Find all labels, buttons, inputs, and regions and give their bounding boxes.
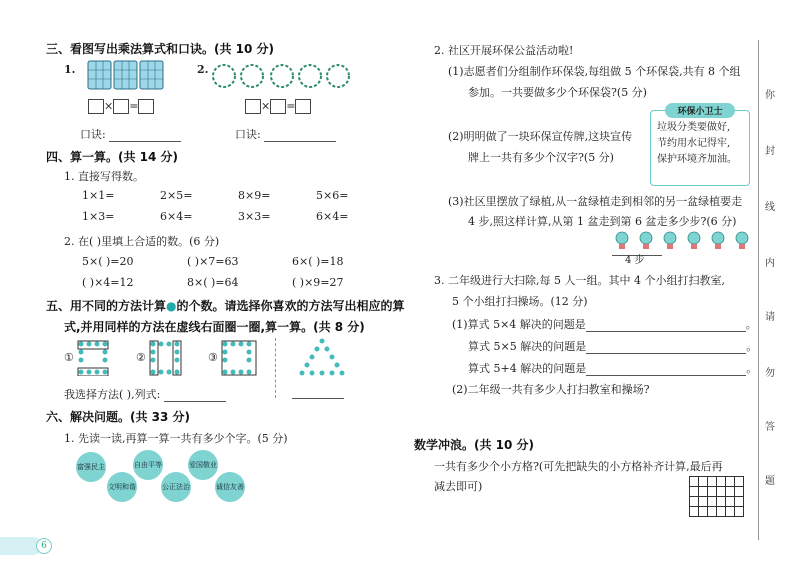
- answer-line[interactable]: [586, 331, 746, 332]
- eco-sign-title: 环保小卫士: [665, 103, 735, 118]
- r-q3-1-c: 算式 5+4 解决的问题是 。: [468, 362, 758, 375]
- dot-square-icon: [221, 340, 261, 376]
- answer-line[interactable]: [586, 353, 746, 354]
- eco-sign-line: 节约用水记得牢,: [657, 138, 731, 149]
- binding-char: 线: [765, 202, 775, 213]
- flower-ring-images: [210, 62, 352, 93]
- value-bubble: 爱国敬业: [188, 450, 218, 480]
- step-label: 4 步: [625, 255, 645, 266]
- koujue-1: 口诀:: [80, 126, 181, 142]
- value-bubble: 自由平等: [133, 450, 163, 480]
- value-bubble: 富强民主: [76, 452, 106, 482]
- r-q2-1-line1: (1)志愿者们分组制作环保袋,每组做 5 个环保袋,共有 8 个组: [448, 65, 741, 78]
- r-q3-1-a: (1)算式 5×4 解决的问题是 。: [452, 318, 757, 331]
- binding-char: 封: [765, 146, 775, 157]
- section-5-title-line-2: 式,并用同样的方法在虚线右面圈一圈,算一算。(共 8 分): [64, 320, 365, 334]
- eco-sign-line: 垃圾分类要做好,: [657, 122, 731, 133]
- eco-sign-line: 保护环境齐加油。: [657, 154, 737, 165]
- equation-answer-line[interactable]: [164, 401, 226, 402]
- method-3: ③: [208, 340, 261, 376]
- dot-icon: ●: [166, 299, 177, 313]
- calendar-grid-images: [87, 60, 165, 93]
- dot-square-icon: [149, 340, 185, 376]
- value-bubble: 公正法治: [161, 472, 191, 502]
- dot-triangle: [295, 337, 349, 386]
- section-4-title: 四、算一算。(共 14 分): [46, 150, 179, 164]
- r-q2-title: 2. 社区开展环保公益活动啦!: [434, 44, 574, 57]
- value-bubble: 文明和谐: [107, 472, 137, 502]
- s3-q2-equation: × =: [245, 99, 311, 114]
- s3-q2-label: 2.: [197, 63, 209, 76]
- binding-char: 题: [765, 476, 775, 487]
- incomplete-grid: [689, 476, 749, 523]
- koujue-answer-line[interactable]: [264, 141, 336, 142]
- r-q2-1-line2: 参加。一共要做多少个环保袋?(5 分): [468, 86, 647, 99]
- binding-char: 内: [765, 258, 775, 269]
- s3-q1-equation: × =: [88, 99, 154, 114]
- answer-box[interactable]: [88, 99, 104, 114]
- r-q2-3-line2: 4 步,照这样计算,从第 1 盆走到第 6 盆走多少步?(6 分): [468, 215, 737, 228]
- r-q2-2-line1: (2)明明做了一块环保宣传牌,这块宣传: [448, 130, 633, 143]
- s4-q2: 2. 在( )里填上合适的数。(6 分): [64, 235, 220, 248]
- triangle-answer-line[interactable]: [292, 398, 344, 399]
- koujue-answer-line[interactable]: [109, 141, 181, 142]
- eco-sign-board: [650, 107, 750, 186]
- r-q3-1-b: 算式 5×5 解决的问题是 。: [468, 340, 758, 353]
- triangle-answer: [292, 386, 344, 399]
- answer-box[interactable]: [245, 99, 261, 114]
- section-6-title: 六、解决问题。(共 33 分): [46, 410, 191, 424]
- binding-char: 请: [765, 312, 775, 323]
- s4-q1: 1. 直接写得数。: [64, 170, 144, 183]
- answer-box[interactable]: [113, 99, 129, 114]
- r-q3-line1: 3. 二年级进行大扫除,每 5 人一组。其中 4 个小组打扫教室,: [434, 274, 725, 287]
- section-3-title: 三、看图写出乘法算式和口诀。(共 10 分): [46, 42, 275, 56]
- r-q3-line2: 5 个小组打扫操场。(12 分): [452, 295, 588, 308]
- method-1: ①: [64, 340, 113, 376]
- method-choice: 我选择方法( ),列式:: [64, 386, 226, 402]
- koujue-2: 口诀:: [235, 126, 336, 142]
- dot-square-icon: [77, 340, 113, 376]
- dashed-divider: [275, 338, 277, 398]
- answer-line[interactable]: [586, 375, 746, 376]
- answer-box[interactable]: [270, 99, 286, 114]
- page-number: 6: [36, 538, 52, 554]
- answer-box[interactable]: [295, 99, 311, 114]
- section-5-title: 五、用不同的方法计算●的个数。请选择你喜欢的方法写出相应的算: [46, 299, 405, 313]
- method-2: ②: [136, 340, 185, 376]
- binding-char: 答: [765, 422, 775, 433]
- bonus-title: 数学冲浪。(共 10 分): [414, 438, 535, 452]
- binding-char: 你: [765, 90, 775, 101]
- binding-char: 勿: [765, 368, 775, 379]
- binding-line: [758, 40, 759, 540]
- s6-q1: 1. 先读一读,再算一算一共有多少个字。(5 分): [64, 432, 288, 445]
- r-q3-2: (2)二年级一共有多少人打扫教室和操场?: [452, 383, 650, 396]
- r-q2-3-line1: (3)社区里摆放了绿植,从一盆绿植走到相邻的另一盆绿植要走: [448, 195, 743, 208]
- bonus-line1: 一共有多少个小方格?(可先把缺失的小方格补齐计算,最后再: [434, 460, 723, 473]
- r-q2-2-line2: 牌上一共有多少个汉字?(5 分): [468, 151, 614, 164]
- value-bubble: 诚信友善: [215, 472, 245, 502]
- s3-q1-label: 1.: [64, 63, 76, 76]
- bonus-line2: 减去即可): [434, 480, 483, 493]
- answer-box[interactable]: [138, 99, 154, 114]
